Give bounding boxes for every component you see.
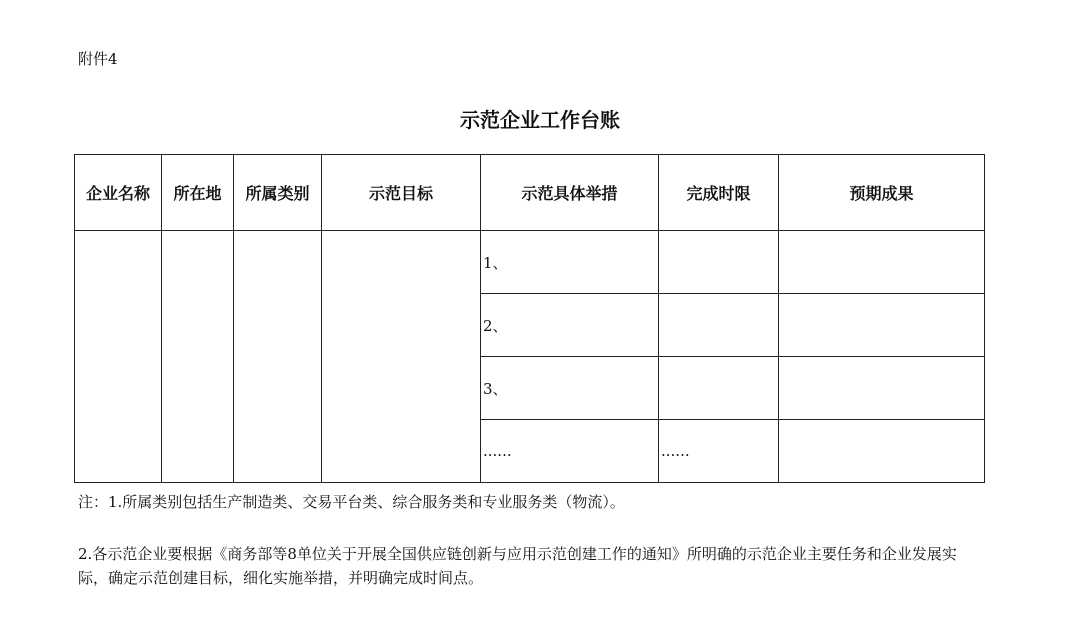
deadline-cell <box>659 231 779 294</box>
header-row <box>75 155 985 231</box>
measure-cell: ...... <box>481 420 659 483</box>
category-cell <box>234 231 322 483</box>
header-location: 所在地 <box>162 155 234 231</box>
page-title: 示范企业工作台账 <box>460 108 620 132</box>
result-cell <box>779 294 985 357</box>
table-row <box>75 231 985 294</box>
header-deadline: 完成时限 <box>659 155 779 231</box>
company-name-cell <box>75 231 162 483</box>
note-2: 2.各示范企业要根据《商务部等8单位关于开展全国供应链创新与应用示范创建工作的通知》所明确的示范企业主要任务和企业发展实际，确定示范创建目标，细化实施举措，并明确完成时间点。 <box>78 545 957 587</box>
header-category: 所属类别 <box>234 155 322 231</box>
attachment-label: 附件4 <box>78 50 118 68</box>
result-cell <box>779 231 985 294</box>
demo-goal-cell <box>322 231 481 483</box>
note-1: 注：1.所属类别包括生产制造类、交易平台类、综合服务类和专业服务类（物流）。 <box>78 493 625 511</box>
ledger-table <box>74 154 985 483</box>
deadline-cell: ...... <box>659 420 779 483</box>
measure-cell: 3、 <box>481 357 659 420</box>
measure-cell: 2、 <box>481 294 659 357</box>
measure-cell: 1、 <box>481 231 659 294</box>
result-cell <box>779 357 985 420</box>
deadline-cell <box>659 294 779 357</box>
location-cell <box>162 231 234 483</box>
header-specific-measures: 示范具体举措 <box>481 155 659 231</box>
header-expected-results: 预期成果 <box>779 155 985 231</box>
header-demo-goal: 示范目标 <box>322 155 481 231</box>
deadline-cell <box>659 357 779 420</box>
header-company-name: 企业名称 <box>75 155 162 231</box>
result-cell <box>779 420 985 483</box>
